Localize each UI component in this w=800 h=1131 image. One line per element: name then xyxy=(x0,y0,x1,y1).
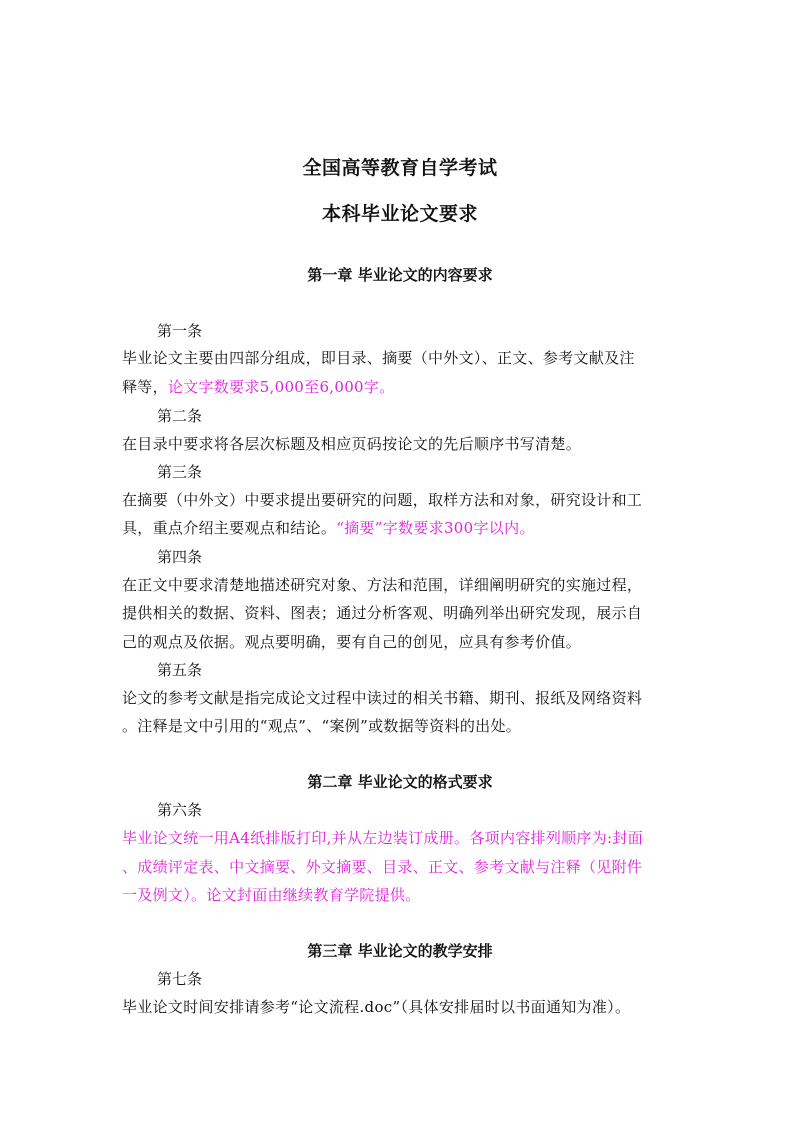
article-3-line-1: 在摘要（中外文）中要求提出要研究的问题，取样方法和对象，研究设计和工 xyxy=(122,491,643,509)
article-1-word-count-requirement: 论文字数要求5,000至6,000字。 xyxy=(167,378,395,396)
article-4-line-1: 在正文中要求清楚地描述研究对象、方法和范围，详细阐明研究的实施过程， xyxy=(122,576,643,594)
article-1-heading: 第一条 xyxy=(157,322,203,340)
chapter-3-heading: 第三章 毕业论文的教学安排 xyxy=(307,942,493,960)
article-3-line-2-plain: 具，重点介绍主要观点和结论。 xyxy=(122,519,337,537)
article-6-heading: 第六条 xyxy=(157,801,203,819)
article-4-line-2: 提供相关的数据、资料、图表；通过分析客观、明确列举出研究发现，展示自 xyxy=(122,604,643,622)
article-7-line-1: 毕业论文时间安排请参考“论文流程.doc”（具体安排届时以书面通知为准）。 xyxy=(122,998,631,1016)
document-title-line2: 本科毕业论文要求 xyxy=(321,203,478,225)
chapter-1-heading: 第一章 毕业论文的内容要求 xyxy=(307,266,493,284)
article-3-abstract-requirement: “摘要”字数要求300字以内。 xyxy=(336,519,535,537)
article-1-line-2 xyxy=(122,376,682,397)
chapter-2-heading: 第二章 毕业论文的格式要求 xyxy=(307,773,493,791)
article-2-line-1: 在目录中要求将各层次标题及相应页码按论文的先后顺序书写清楚。 xyxy=(122,435,582,453)
article-4-heading: 第四条 xyxy=(157,548,203,566)
article-7-heading: 第七条 xyxy=(157,970,203,988)
document-title-line1: 全国高等教育自学考试 xyxy=(302,157,498,179)
article-3-heading: 第三条 xyxy=(157,463,203,481)
article-1-line-2-plain: 释等， xyxy=(122,378,168,396)
article-4-line-3: 己的观点及依据。观点要明确，要有自己的创见，应具有参考价值。 xyxy=(122,633,582,651)
article-2-heading: 第二条 xyxy=(157,407,203,425)
article-1-line-1: 毕业论文主要由四部分组成，即目录、摘要（中外文）、正文、参考文献及注 xyxy=(122,349,635,367)
article-5-heading: 第五条 xyxy=(157,661,203,679)
article-3-line-2 xyxy=(122,517,682,538)
article-6-line-2: 、成绩评定表、中文摘要、外文摘要、目录、正文、参考文献与注释（见附件 xyxy=(122,858,643,876)
article-6-line-3: 一及例文）。论文封面由继续教育学院提供。 xyxy=(122,886,421,904)
article-6-line-1: 毕业论文统一用A4纸排版打印,并从左边装订成册。各项内容排列顺序为:封面 xyxy=(122,829,644,847)
article-5-line-2: 。注释是文中引用的“观点”、“案例”或数据等资料的出处。 xyxy=(122,717,522,735)
article-5-line-1: 论文的参考文献是指完成论文过程中读过的相关书籍、期刊、报纸及网络资料 xyxy=(122,689,643,707)
